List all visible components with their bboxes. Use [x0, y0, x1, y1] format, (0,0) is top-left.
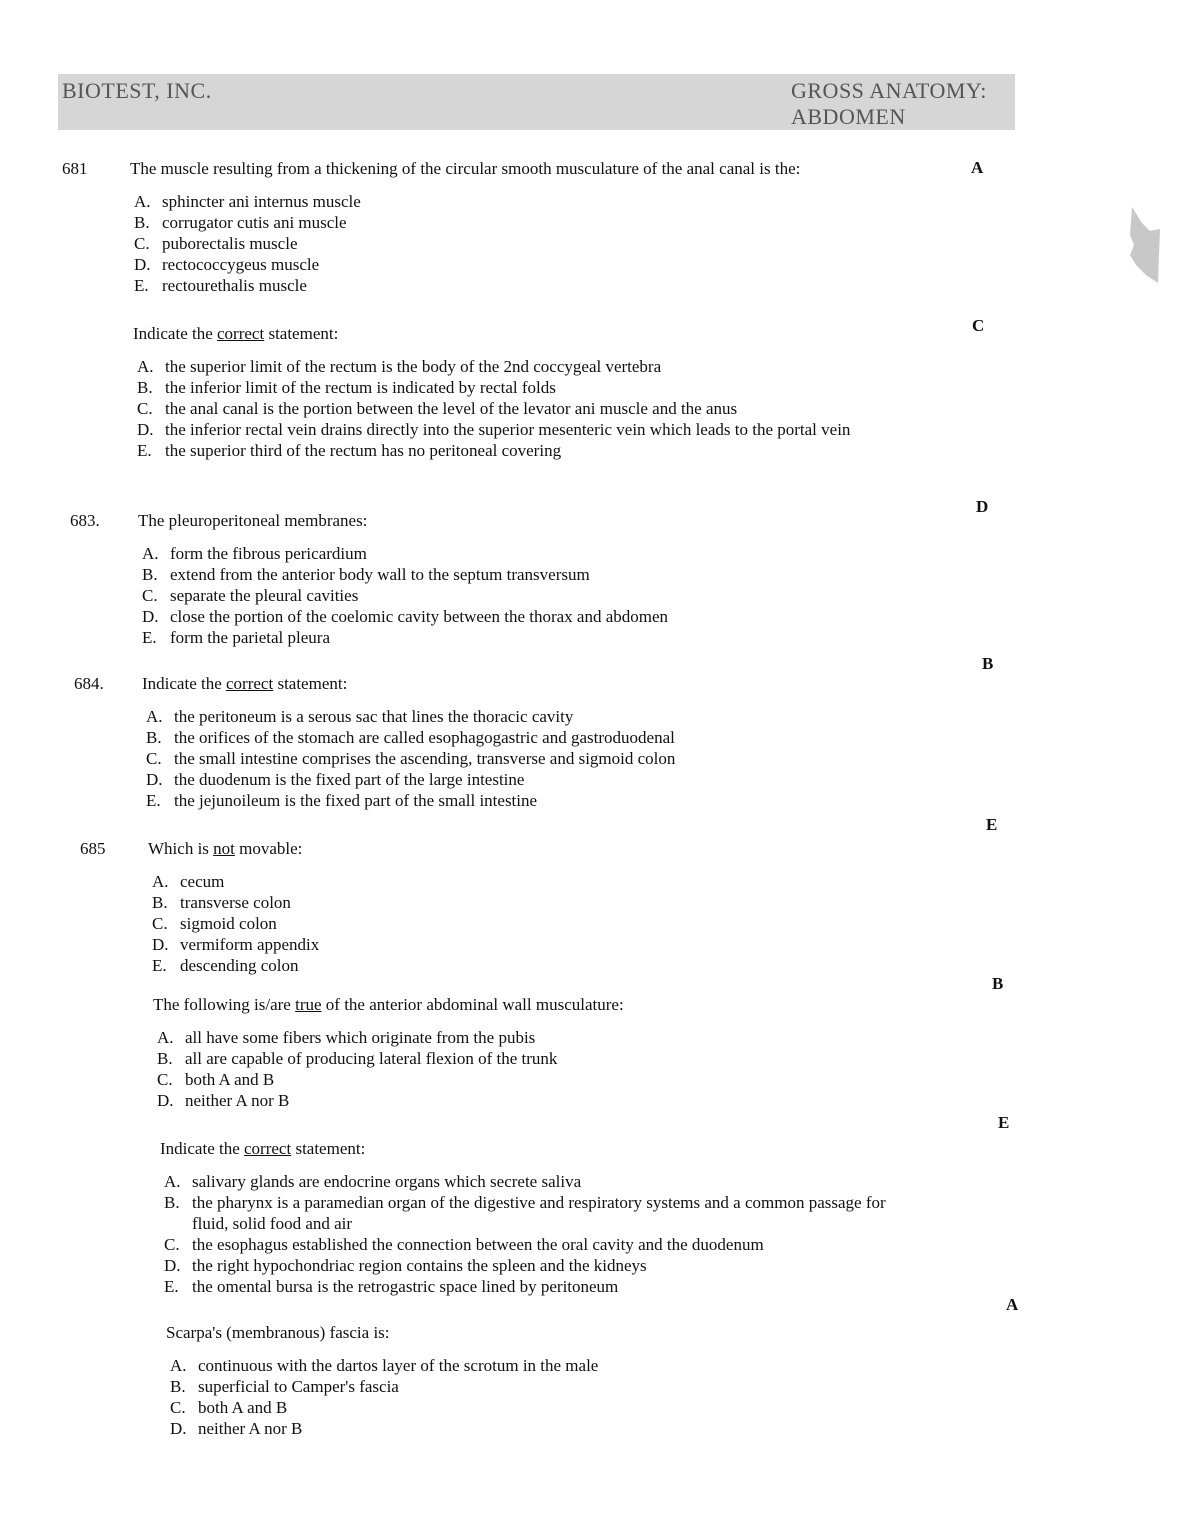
subject-line-1: GROSS ANATOMY: — [791, 78, 987, 103]
option-d: D. neither A nor B — [170, 1419, 303, 1438]
question-685 — [80, 838, 928, 976]
option-c: C. separate the pleural cavities — [142, 586, 359, 605]
option-b: B. transverse colon — [152, 893, 291, 912]
option-a: A. sphincter ani internus muscle — [134, 192, 361, 211]
question-stem: Indicate the correct statement: — [133, 324, 339, 343]
option-c: C. puborectalis muscle — [134, 234, 298, 253]
option-a: A. cecum — [152, 872, 225, 891]
option-b: B. extend from the anterior body wall to the septum transversum — [142, 565, 590, 584]
option-c: C. sigmoid colon — [152, 914, 277, 933]
option-list — [170, 1355, 906, 1439]
question-stem: The following is/are true of the anterior abdominal wall musculature: — [153, 995, 624, 1014]
question-number: 684. — [74, 674, 104, 693]
question-687 — [160, 1138, 900, 1297]
question-stem: Which is not movable: — [148, 839, 303, 858]
question-stem: The pleuroperitoneal membranes: — [138, 511, 368, 530]
option-list — [137, 356, 913, 461]
option-a: A. the peritoneum is a serous sac that lines the thoracic cavity — [146, 707, 574, 726]
option-b: B. all are capable of producing lateral flexion of the trunk — [157, 1049, 558, 1068]
question-681 — [62, 158, 930, 296]
company-name: BIOTEST, INC. — [62, 78, 212, 103]
question-688 — [166, 1322, 906, 1439]
question-684 — [74, 673, 922, 811]
answer-key: B — [992, 974, 1004, 993]
option-e: E. descending colon — [152, 956, 299, 975]
option-d: D. neither A nor B — [157, 1091, 290, 1110]
scan-smudge — [1128, 205, 1162, 285]
question-stem: The muscle resulting from a thickening of the circular smooth musculature of the anal canal is the: — [130, 159, 801, 178]
option-a: A. all have some fibers which originate from the pubis — [157, 1028, 536, 1047]
subject-title — [791, 78, 987, 130]
question-number: 681 — [62, 159, 88, 178]
answer-key: D — [976, 497, 989, 516]
option-c: C. the anal canal is the portion between the level of the levator ani muscle and the anus — [137, 399, 738, 418]
option-c: C. the esophagus established the connection between the oral cavity and the duodenum — [164, 1235, 764, 1254]
question-stem: Indicate the correct statement: — [160, 1139, 366, 1158]
option-list — [152, 871, 928, 976]
option-c: C. the small intestine comprises the ascending, transverse and sigmoid colon — [146, 749, 676, 768]
option-e: E. form the parietal pleura — [142, 628, 331, 647]
answer-key: B — [982, 654, 994, 673]
question-stem: Scarpa's (membranous) fascia is: — [166, 1323, 390, 1342]
answer-key: A — [971, 158, 984, 177]
option-e: E. the jejunoileum is the fixed part of the small intestine — [146, 791, 538, 810]
option-list — [142, 543, 918, 648]
option-e: E. the omental bursa is the retrogastric space lined by peritoneum — [164, 1277, 619, 1296]
option-c: C. both A and B — [157, 1070, 275, 1089]
option-list — [134, 191, 930, 296]
question-number: 685 — [80, 839, 106, 858]
answer-key: C — [972, 316, 985, 335]
answer-key: E — [986, 815, 998, 834]
option-list — [157, 1027, 933, 1111]
option-list — [146, 706, 922, 811]
option-a: A. the superior limit of the rectum is the body of the 2nd coccygeal vertebra — [137, 357, 662, 376]
question-number: 683. — [70, 511, 100, 530]
option-a: A. form the fibrous pericardium — [142, 544, 367, 563]
option-d: D. rectococcygeus muscle — [134, 255, 320, 274]
option-e: E. rectourethalis muscle — [134, 276, 307, 295]
question-686 — [153, 994, 933, 1111]
option-a: A. salivary glands are endocrine organs which secrete saliva — [164, 1172, 582, 1191]
option-b: B. the orifices of the stomach are called esophagogastric and gastroduodenal — [146, 728, 675, 747]
answer-key: A — [1006, 1295, 1019, 1314]
option-d: D. the duodenum is the fixed part of the large intestine — [146, 770, 525, 789]
option-b: B. superficial to Camper's fascia — [170, 1377, 399, 1396]
option-c: C. both A and B — [170, 1398, 288, 1417]
option-d: D. vermiform appendix — [152, 935, 320, 954]
question-683 — [70, 510, 918, 648]
option-list — [164, 1171, 900, 1297]
option-d: D. the right hypochondriac region contains the spleen and the kidneys — [164, 1256, 647, 1275]
question-682 — [133, 323, 913, 461]
answer-key: E — [998, 1113, 1010, 1132]
page-header — [58, 74, 1015, 130]
option-b: B. corrugator cutis ani muscle — [134, 213, 347, 232]
option-b: B. the inferior limit of the rectum is indicated by rectal folds — [137, 378, 556, 397]
option-e: E. the superior third of the rectum has no peritoneal covering — [137, 441, 562, 460]
option-d: D. the inferior rectal vein drains directly into the superior mesenteric vein which leads to the portal vein — [137, 420, 851, 439]
question-stem: Indicate the correct statement: — [142, 674, 348, 693]
subject-line-2: ABDOMEN — [791, 104, 906, 129]
option-b: B. the pharynx is a paramedian organ of the digestive and respiratory systems and a common passage for fluid, solid food and air — [164, 1193, 886, 1233]
option-d: D. close the portion of the coelomic cavity between the thorax and abdomen — [142, 607, 669, 626]
option-a: A. continuous with the dartos layer of the scrotum in the male — [170, 1356, 599, 1375]
